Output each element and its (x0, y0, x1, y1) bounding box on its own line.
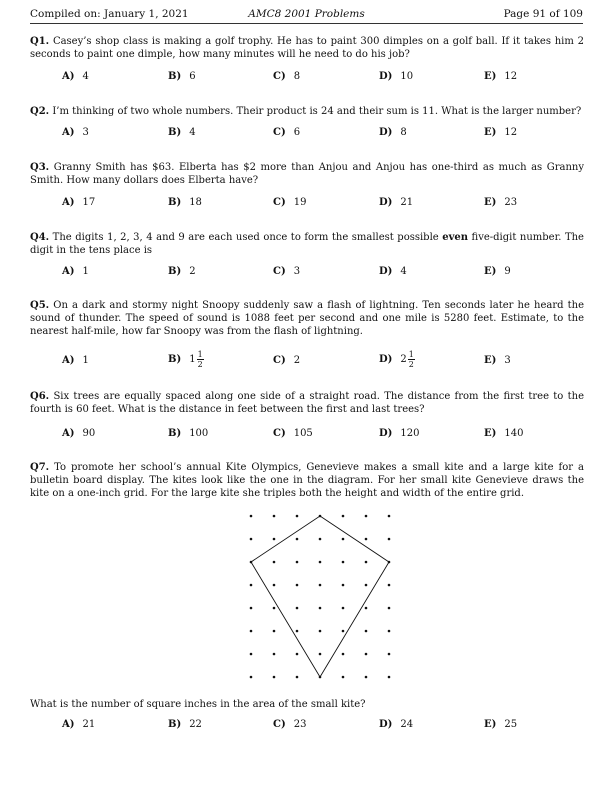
header-rule (30, 23, 583, 24)
answer-label: E) (484, 355, 497, 366)
grid-dot (365, 607, 368, 610)
answer-label: B) (168, 71, 182, 82)
answer-label: E) (484, 127, 497, 138)
answer-label: D) (379, 71, 393, 82)
answer-label: E) (484, 266, 497, 277)
grid-dot (273, 515, 276, 518)
question-text: To promote her school’s annual Kite Olympics, Genevieve makes a small kite and a large kite for a bulletin board display. The kites look like the one in the diagram. For her small kite Genevieve draws the kite on a one-inch grid. For the large kite she triples both the height and width of the entire grid. (30, 462, 584, 500)
grid-dot (365, 653, 368, 656)
answer-option-b (168, 127, 196, 138)
answer-option-d (379, 71, 413, 82)
question-number: Q6 (30, 391, 46, 402)
grid-dot (365, 538, 368, 541)
answer-value: 6 (293, 127, 301, 138)
question-text: On a dark and stormy night Snoopy suddenly saw a flash of lightning. Ten seconds later he heard the sound of thunder. The speed of sound is 1088 feet per second and one mile is 5280 feet. Estimate, to the nearest half-mile, how far Snoopy was from the flash of lightning. (30, 300, 584, 338)
answer-value: 120 (400, 428, 420, 439)
grid-dot (273, 584, 276, 587)
answer-label: E) (484, 71, 497, 82)
grid-dot (319, 653, 322, 656)
answer-label: B) (168, 127, 182, 138)
question-7-prompt (30, 698, 584, 711)
grid-dot (296, 676, 299, 679)
question-4: Q4. The digits 1, 2, 3, 4 and 9 are each used once to form the smallest possible even five-digit number. The digit in the tens place is (30, 232, 584, 257)
answer-option-a (62, 127, 89, 138)
answer-choices-7 (62, 719, 582, 735)
page-number: Page 91 of 109 (503, 8, 583, 20)
answer-value: 3 (82, 127, 89, 138)
answer-label: A) (62, 266, 75, 277)
grid-dot (296, 538, 299, 541)
grid-dot (319, 630, 322, 633)
question-5: Q5. On a dark and stormy night Snoopy suddenly saw a flash of lightning. Ten seconds later he heard the sound of thunder. The speed of sound is 1088 feet per second and one mile is 5280 feet. Estimate, to the nearest half-mile, how far Snoopy was from the flash of lightning. (30, 300, 584, 338)
question-text: Granny Smith has $63. Elberta has $2 more than Anjou and Anjou has one-third as much as Granny Smith. How many dollars does Elberta have? (30, 162, 584, 187)
answer-choices-4 (62, 266, 582, 282)
grid-dot (342, 607, 345, 610)
answer-option-e (484, 355, 511, 366)
answer-option-e (484, 266, 511, 277)
grid-dot (273, 630, 276, 633)
answer-option-d (379, 350, 415, 369)
answer-value: 4 (189, 127, 196, 138)
answer-option-a (62, 428, 95, 439)
answer-label: D) (379, 127, 393, 138)
answer-option-b (168, 350, 204, 369)
grid-dot (365, 630, 368, 633)
fraction-denominator: 2 (197, 360, 203, 369)
answer-value: 2 (189, 266, 196, 277)
question-text: Casey’s shop class is making a golf trophy. He has to paint 300 dimples on a golf ball. If it takes him 2 seconds to paint one dimple, how many minutes will he need to do his job? (30, 36, 584, 61)
grid-dot (273, 607, 276, 610)
answer-value: 6 (189, 71, 196, 82)
grid-dot (388, 607, 391, 610)
answer-label: C) (273, 428, 286, 439)
answer-value: 3 (293, 266, 301, 277)
answer-choices-2 (62, 127, 582, 143)
grid-dot (342, 676, 345, 679)
question-number: Q1 (30, 36, 46, 47)
fraction-one-half (408, 350, 415, 369)
grid-dot (250, 607, 253, 610)
answer-value: 23 (504, 197, 518, 208)
answer-value: 1 (82, 355, 89, 366)
answer-value: 2 (293, 355, 301, 366)
answer-label: C) (273, 127, 286, 138)
answer-label: D) (379, 354, 393, 365)
answer-option-b (168, 719, 202, 730)
answer-label: D) (379, 719, 393, 730)
question-number: Q5 (30, 300, 46, 311)
emphasis-text: even (442, 232, 469, 243)
answer-value: 24 (400, 719, 414, 730)
answer-option-e (484, 428, 523, 439)
grid-dot (342, 538, 345, 541)
grid-dot (388, 630, 391, 633)
answer-option-c (273, 355, 300, 366)
answer-value: 3 (504, 355, 511, 366)
answer-value: 18 (189, 197, 202, 208)
fraction-one-half (197, 350, 204, 369)
answer-value: 4 (82, 71, 89, 82)
question-number: Q3 (30, 162, 46, 173)
grid-dot (296, 607, 299, 610)
answer-option-d (379, 719, 413, 730)
grid-dot (365, 676, 368, 679)
grid-dot (388, 653, 391, 656)
answer-label: D) (379, 428, 393, 439)
grid-dot (273, 653, 276, 656)
answer-option-c (273, 127, 300, 138)
grid-dot (296, 653, 299, 656)
answer-choices-5 (62, 350, 582, 371)
answer-value: 8 (293, 71, 301, 82)
answer-option-d (379, 428, 420, 439)
grid-dot (365, 561, 368, 564)
question-7: Q7. To promote her school’s annual Kite Olympics, Genevieve makes a small kite and a large kite for a bulletin board display. The kites look like the one in the diagram. For her small kite Genevieve draws the kite on a one-inch grid. For the large kite she triples both the height and width of the entire grid. (30, 462, 584, 500)
question-text: What is the number of square inches in the area of the small kite? (30, 699, 366, 710)
grid-dots (250, 515, 391, 679)
answer-label: A) (62, 428, 75, 439)
answer-value: 22 (189, 719, 202, 730)
answer-option-d (379, 197, 413, 208)
document-title: AMC8 2001 Problems (248, 8, 365, 20)
answer-option-a (62, 266, 89, 277)
answer-value: 1 (82, 266, 89, 277)
grid-dot (273, 538, 276, 541)
answer-label: C) (273, 355, 286, 366)
answer-choices-1 (62, 71, 582, 87)
answer-value: 8 (400, 127, 407, 138)
answer-label: A) (62, 197, 75, 208)
page-header (30, 8, 583, 24)
answer-label: D) (379, 266, 393, 277)
grid-dot (388, 584, 391, 587)
grid-dot (388, 538, 391, 541)
answer-value: 23 (293, 719, 307, 730)
answer-value: 1 (189, 354, 196, 365)
question-number: Q4 (30, 232, 46, 243)
fraction-numerator: 1 (197, 350, 203, 359)
answer-value: 12 (504, 127, 518, 138)
answer-label: A) (62, 71, 75, 82)
grid-dot (388, 515, 391, 518)
grid-dot (296, 584, 299, 587)
answer-label: C) (273, 719, 286, 730)
answer-label: E) (484, 197, 497, 208)
answer-value: 140 (504, 428, 524, 439)
answer-option-b (168, 71, 196, 82)
answer-value: 25 (504, 719, 518, 730)
answer-option-c (273, 197, 306, 208)
question-1: Q1. Casey’s shop class is making a golf trophy. He has to paint 300 dimples on a golf ball. If it takes him 2 seconds to paint one dimple, how many minutes will he need to do his job? (30, 36, 584, 61)
fraction-denominator: 2 (408, 360, 414, 369)
grid-dot (388, 676, 391, 679)
grid-dot (365, 515, 368, 518)
answer-option-b (168, 197, 202, 208)
question-number: Q2 (30, 106, 46, 117)
answer-label: B) (168, 719, 182, 730)
grid-dot (342, 584, 345, 587)
answer-value: 21 (82, 719, 96, 730)
grid-dot (250, 515, 253, 518)
answer-value: 12 (504, 71, 518, 82)
question-text: The digits 1, 2, 3, 4 and 9 are each used once to form the smallest possible (52, 232, 443, 243)
answer-value: 21 (400, 197, 414, 208)
grid-dot (319, 561, 322, 564)
answer-option-c (273, 428, 313, 439)
answer-option-a (62, 71, 89, 82)
question-text-continued: five-digit number. The digit in the tens place is (30, 232, 584, 257)
grid-dot (250, 538, 253, 541)
answer-label: D) (379, 197, 393, 208)
answer-option-c (273, 266, 300, 277)
answer-value: 2 (400, 354, 407, 365)
grid-dot (342, 630, 345, 633)
answer-label: A) (62, 355, 75, 366)
grid-dot (342, 561, 345, 564)
answer-option-a (62, 355, 89, 366)
grid-dot (250, 630, 253, 633)
answer-value: 100 (189, 428, 209, 439)
grid-dot (319, 584, 322, 587)
answer-value: 105 (293, 428, 313, 439)
question-6: Q6. Six trees are equally spaced along one side of a straight road. The distance from the first tree to the fourth is 60 feet. What is the distance in feet between the first and last trees? (30, 391, 584, 416)
answer-option-e (484, 719, 517, 730)
grid-dot (250, 653, 253, 656)
kite-diagram (240, 508, 400, 680)
grid-dot (365, 584, 368, 587)
grid-dot (296, 630, 299, 633)
answer-value: 19 (293, 197, 307, 208)
grid-dot (273, 676, 276, 679)
answer-value: 17 (82, 197, 96, 208)
answer-option-d (379, 266, 407, 277)
question-text: I’m thinking of two whole numbers. Their product is 24 and their sum is 11. What is the larger number? (52, 106, 582, 117)
answer-option-b (168, 266, 196, 277)
question-text: Six trees are equally spaced along one side of a straight road. The distance from the first tree to the fourth is 60 feet. What is the distance in feet between the first and last trees? (30, 391, 584, 416)
answer-option-d (379, 127, 407, 138)
fraction-numerator: 1 (408, 350, 414, 359)
answer-label: B) (168, 197, 182, 208)
grid-dot (250, 676, 253, 679)
answer-label: A) (62, 719, 75, 730)
grid-dot (342, 653, 345, 656)
grid-dot (250, 584, 253, 587)
answer-label: B) (168, 428, 182, 439)
answer-choices-6 (62, 428, 582, 444)
answer-option-c (273, 71, 300, 82)
answer-value: 90 (82, 428, 96, 439)
answer-label: E) (484, 428, 497, 439)
answer-option-a (62, 719, 95, 730)
answer-label: B) (168, 354, 182, 365)
grid-dot (296, 561, 299, 564)
answer-value: 10 (400, 71, 414, 82)
answer-label: C) (273, 197, 286, 208)
grid-dot (319, 538, 322, 541)
grid-dot (296, 515, 299, 518)
answer-label: E) (484, 719, 497, 730)
grid-dot (273, 561, 276, 564)
answer-option-c (273, 719, 306, 730)
answer-option-e (484, 71, 517, 82)
answer-label: B) (168, 266, 182, 277)
answer-label: C) (273, 266, 286, 277)
answer-option-e (484, 197, 517, 208)
answer-choices-3 (62, 197, 582, 213)
answer-value: 9 (504, 266, 511, 277)
compiled-date: Compiled on: January 1, 2021 (30, 8, 189, 20)
answer-label: A) (62, 127, 75, 138)
answer-option-a (62, 197, 95, 208)
grid-dot (342, 515, 345, 518)
answer-value: 4 (400, 266, 407, 277)
question-3: Q3. Granny Smith has $63. Elberta has $2 more than Anjou and Anjou has one-third as much as Granny Smith. How many dollars does Elberta have? (30, 162, 584, 187)
answer-label: C) (273, 71, 286, 82)
question-2: Q2. I’m thinking of two whole numbers. Their product is 24 and their sum is 11. What is the larger number? (30, 106, 582, 117)
answer-option-b (168, 428, 208, 439)
question-number: Q7 (30, 462, 46, 473)
grid-dot (319, 607, 322, 610)
answer-option-e (484, 127, 517, 138)
